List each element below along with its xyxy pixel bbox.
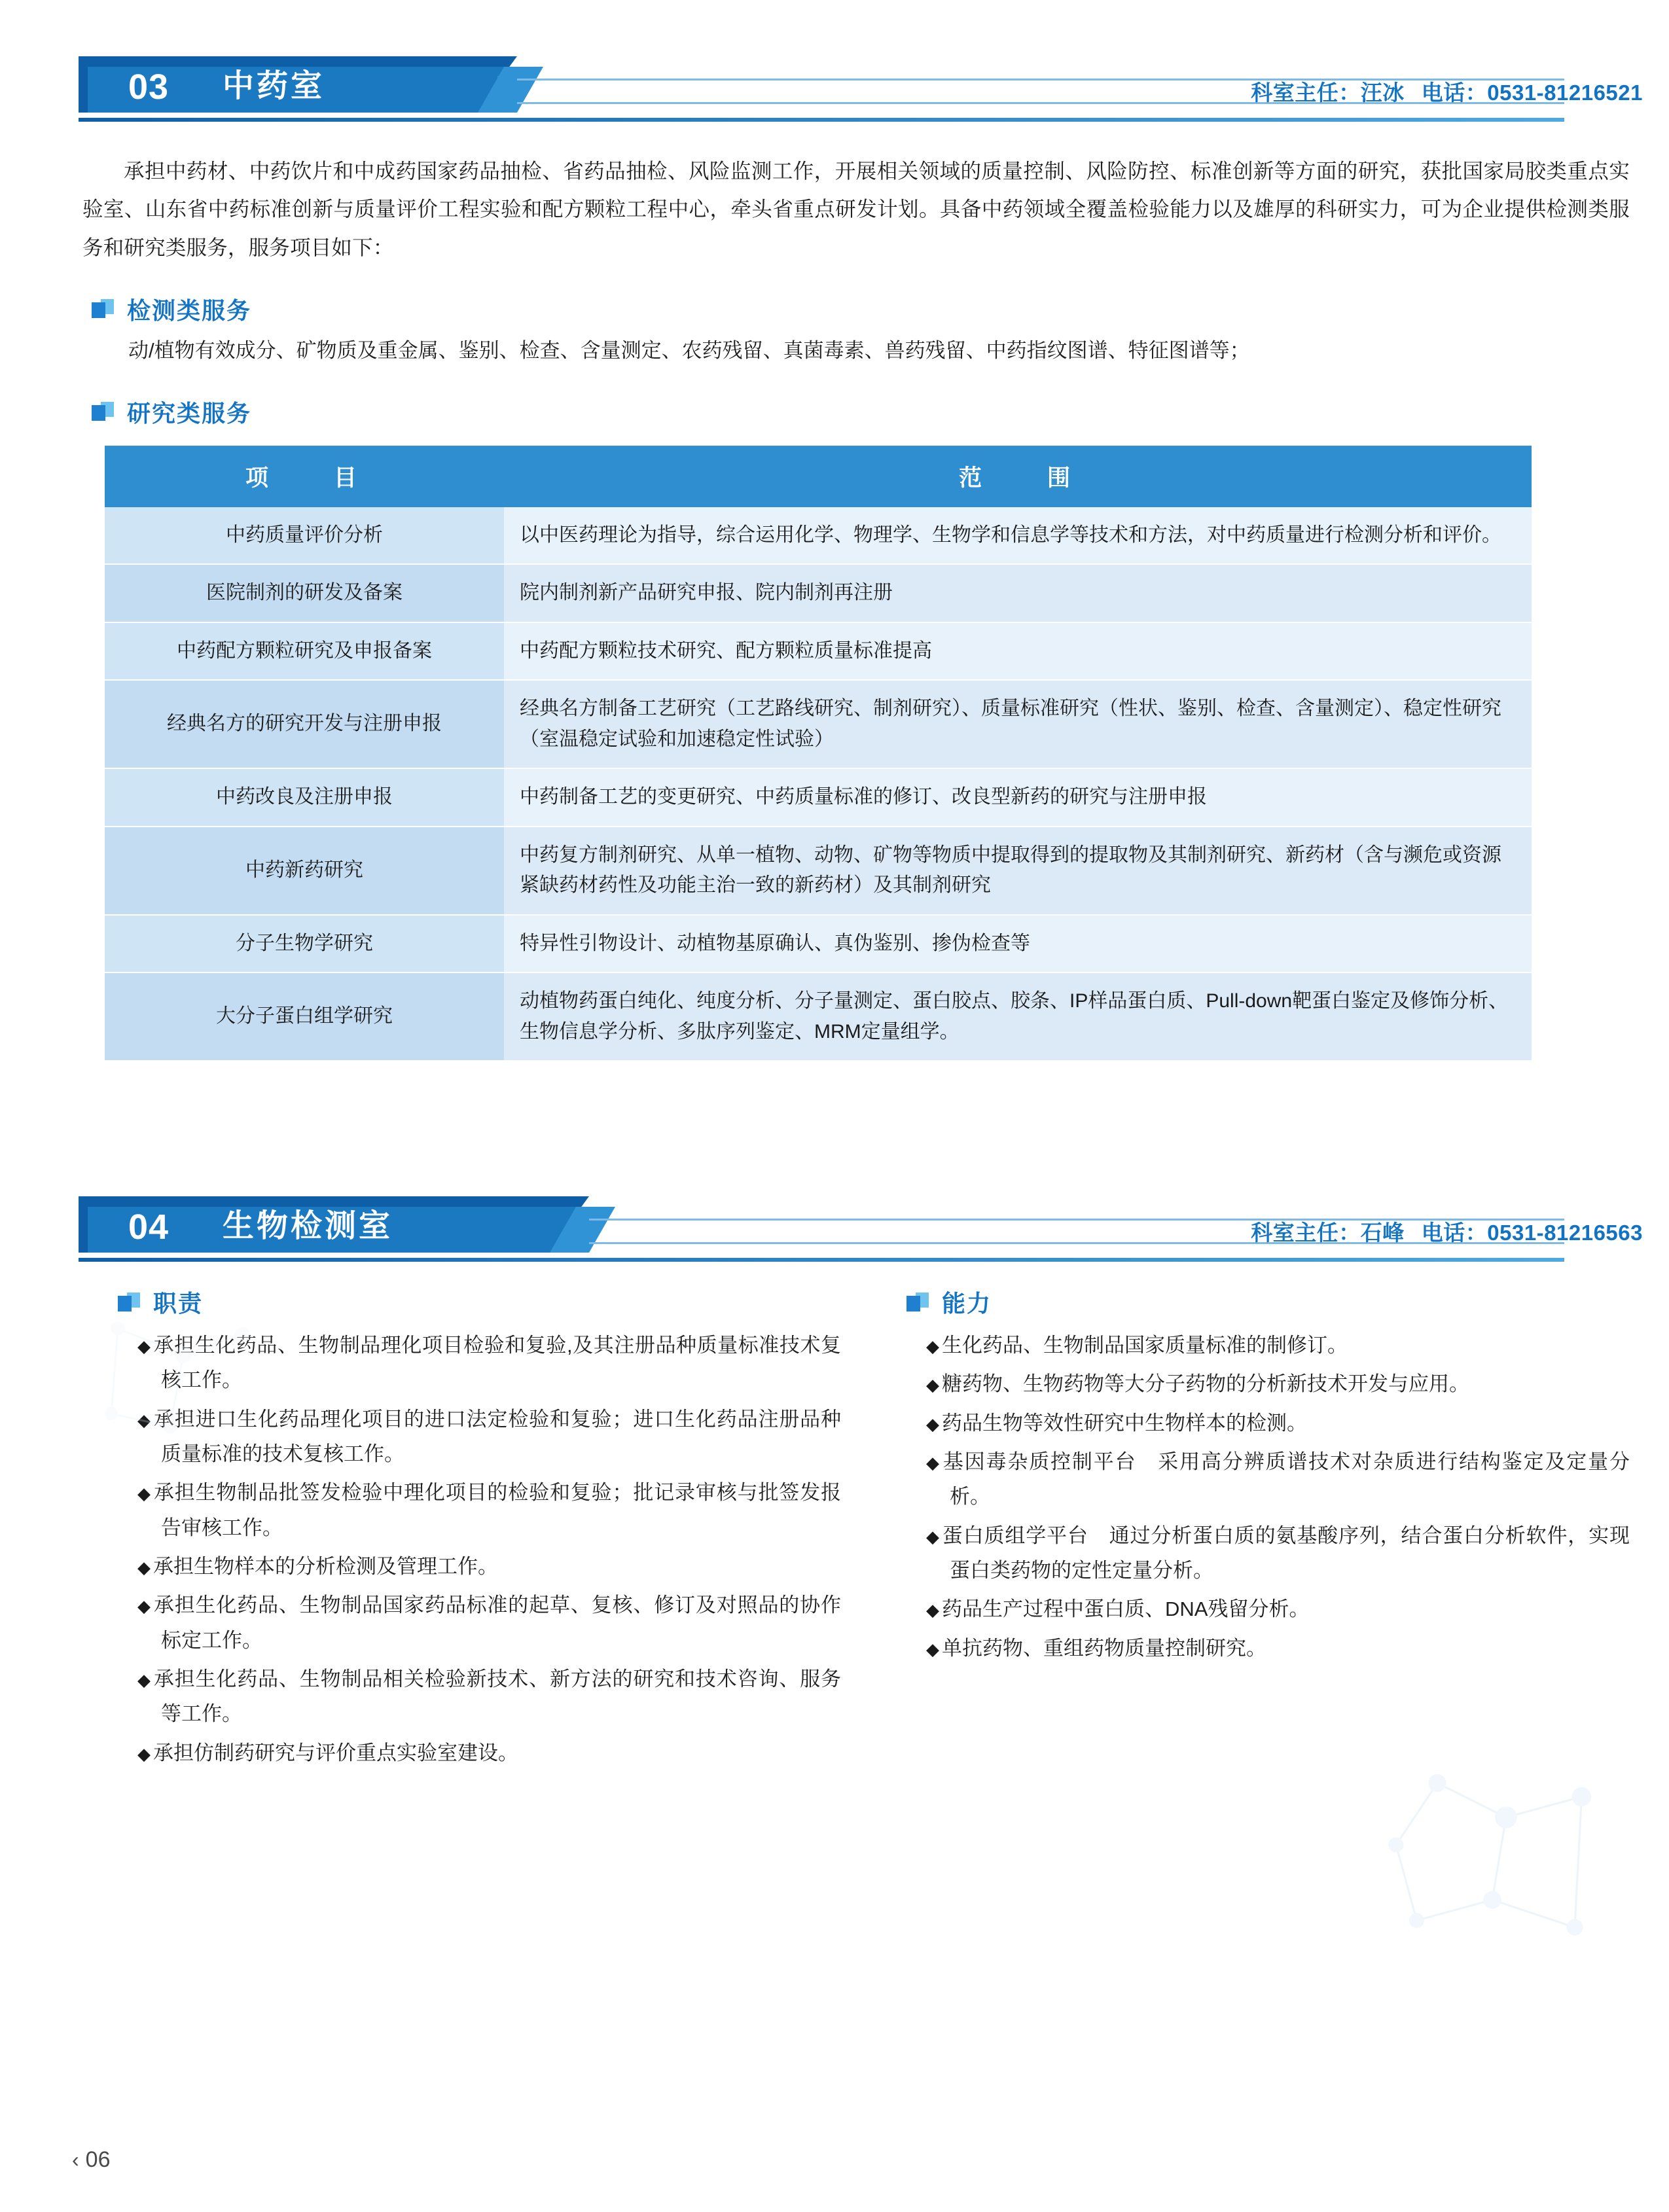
table-row	[105, 768, 1532, 827]
diamond-bullet-icon: ◆	[926, 1600, 939, 1620]
diamond-bullet-icon: ◆	[137, 1596, 151, 1616]
page-number-value: 06	[85, 2147, 111, 2172]
contact-name-04: 石峰	[1360, 1221, 1405, 1245]
table-header-row	[105, 446, 1532, 507]
page-number	[72, 2147, 110, 2173]
list-item	[137, 1662, 841, 1732]
table-cell-scope: 中药制备工艺的变更研究、中药质量标准的修订、改良型新药的研究与注册申报	[504, 768, 1532, 827]
table-header-item: 项 目	[105, 446, 504, 507]
subhead-detection-services	[92, 293, 1669, 326]
section-03-intro: 承担中药材、中药饮片和中成药国家药品抽检、省药品抽检、风险监测工作，开展相关领域的质量控制、风险防控、标准创新等方面的研究，获批国家局胶类重点实验室、山东省中药标准创新与质量评价工程实验和配方颗粒工程中心，牵头省重点研发计划。具备中药领域全覆盖检验能力以及雄厚的科研实力，可为企业提供检测类服务和研究类服务，服务项目如下：	[82, 159, 1630, 259]
phone-04: 0531-81216563	[1487, 1221, 1643, 1245]
subhead-capabilities	[906, 1285, 1630, 1319]
list-item	[926, 1592, 1630, 1626]
table-cell-scope: 动植物药蛋白纯化、纯度分析、分子量测定、蛋白胶点、胶条、IP样品蛋白质、Pull-down靶蛋白鉴定及修饰分析、生物信息学分析、多肽序列鉴定、MRM定量组学。	[504, 972, 1532, 1061]
phone-label-03: 电话：	[1421, 80, 1488, 105]
diamond-bullet-icon: ◆	[926, 1453, 941, 1473]
table-cell-scope: 特异性引物设计、动植物基原确认、真伪鉴别、掺伪检查等	[504, 915, 1532, 973]
list-item-text: 承担生化药品、生物制品理化项目检验和复验,及其注册品种质量标准技术复核工作。	[153, 1334, 842, 1392]
list-item-text: 承担生物样本的分析检测及管理工作。	[153, 1554, 498, 1578]
column-capabilities	[887, 1285, 1630, 1774]
list-item-text: 基因毒杂质控制平台 采用高分辨质谱技术对杂质进行结构鉴定及定量分析。	[942, 1450, 1630, 1508]
column-duties	[98, 1285, 841, 1774]
section-number-04: 04	[128, 1207, 170, 1247]
table-row	[105, 915, 1532, 973]
table-header-scope: 范 围	[504, 446, 1532, 507]
table-cell-scope: 中药配方颗粒技术研究、配方颗粒质量标准提高	[504, 622, 1532, 681]
phone-label-04: 电话：	[1421, 1221, 1488, 1245]
list-item	[926, 1366, 1630, 1401]
subhead-capabilities-label: 能力	[942, 1290, 992, 1317]
section-title-04: 生物检测室	[223, 1209, 393, 1244]
list-item-text: 承担生化药品、生物制品相关检验新技术、新方法的研究和技术咨询、服务等工作。	[153, 1667, 841, 1726]
diamond-bullet-icon: ◆	[926, 1414, 939, 1434]
diamond-bullet-icon: ◆	[137, 1557, 151, 1577]
table-cell-item: 大分子蛋白组学研究	[105, 972, 504, 1061]
section-banner-03	[0, 52, 1669, 123]
table-cell-item: 医院制剂的研发及备案	[105, 564, 504, 622]
diamond-bullet-icon: ◆	[137, 1336, 151, 1357]
chevron-left-icon: ‹	[72, 2148, 79, 2171]
subhead-research-label: 研究类服务	[127, 399, 252, 427]
table-row	[105, 827, 1532, 915]
blue-square-icon	[118, 1293, 140, 1312]
table-cell-item: 分子生物学研究	[105, 915, 504, 973]
table-cell-scope: 以中医药理论为指导，综合运用化学、物理学、生物学和信息学等技术和方法，对中药质量进行检测分析和评价。	[504, 507, 1532, 565]
list-item-text: 承担生物制品批签发检验中理化项目的检验和复验；批记录审核与批签发报告审核工作。	[153, 1481, 841, 1539]
table-cell-scope: 院内制剂新产品研究申报、院内制剂再注册	[504, 564, 1532, 622]
list-item-text: 蛋白质组学平台 通过分析蛋白质的氨基酸序列，结合蛋白分析软件，实现蛋白类药物的定性定量分析。	[942, 1524, 1630, 1582]
list-item	[926, 1444, 1630, 1514]
list-item	[137, 1736, 841, 1770]
section-banner-04	[0, 1192, 1669, 1263]
diamond-bullet-icon: ◆	[926, 1336, 939, 1357]
page-root	[0, 52, 1669, 2212]
section-contact-04	[1251, 1216, 1643, 1247]
diamond-bullet-icon: ◆	[137, 1484, 151, 1504]
table-row	[105, 622, 1532, 681]
list-item-text: 药品生物等效性研究中生物样本的检测。	[942, 1411, 1307, 1435]
detection-services-body: 动/植物有效成分、矿物质及重金属、鉴别、检查、含量测定、农药残留、真菌毒素、兽药残留、中药指纹图谱、特征图谱等；	[128, 338, 1250, 362]
list-item	[137, 1328, 841, 1398]
section-number-03: 03	[128, 67, 170, 107]
list-item	[926, 1406, 1630, 1440]
contact-label-03: 科室主任：	[1251, 80, 1361, 105]
table-cell-item: 中药改良及注册申报	[105, 768, 504, 827]
list-item	[137, 1549, 841, 1584]
list-item	[137, 1475, 841, 1545]
diamond-bullet-icon: ◆	[137, 1669, 151, 1690]
list-item-text: 生化药品、生物制品国家质量标准的制修订。	[942, 1334, 1348, 1357]
research-services-table	[105, 446, 1532, 1062]
diamond-bullet-icon: ◆	[926, 1375, 939, 1395]
phone-03: 0531-81216521	[1487, 80, 1643, 105]
list-item-text: 承担生化药品、生物制品国家药品标准的起草、复核、修订及对照品的协作标定工作。	[153, 1594, 841, 1652]
table-cell-item: 中药新药研究	[105, 827, 504, 915]
list-item-text: 承担仿制药研究与评价重点实验室建设。	[153, 1741, 518, 1764]
subhead-duties	[118, 1285, 841, 1319]
blue-square-icon	[906, 1293, 929, 1312]
section-04-columns	[98, 1285, 1630, 1774]
contact-label-04: 科室主任：	[1251, 1221, 1361, 1245]
table-cell-item: 经典名方的研究开发与注册申报	[105, 680, 504, 768]
table-cell-item: 中药配方颗粒研究及申报备案	[105, 622, 504, 681]
contact-name-03: 汪冰	[1360, 80, 1405, 105]
table-cell-scope: 经典名方制备工艺研究（工艺路线研究、制剂研究）、质量标准研究（性状、鉴别、检查、含量测定）、稳定性研究（室温稳定试验和加速稳定性试验）	[504, 680, 1532, 768]
table-row	[105, 680, 1532, 768]
table-cell-item: 中药质量评价分析	[105, 507, 504, 565]
table-row	[105, 564, 1532, 622]
list-item-text: 糖药物、生物药物等大分子药物的分析新技术开发与应用。	[942, 1372, 1469, 1396]
list-item	[926, 1328, 1630, 1363]
list-item	[926, 1518, 1630, 1588]
list-item-text: 药品生产过程中蛋白质、DNA残留分析。	[942, 1597, 1310, 1621]
list-item-text: 单抗药物、重组药物质量控制研究。	[942, 1636, 1266, 1660]
section-title-03: 中药室	[223, 69, 325, 103]
diamond-bullet-icon: ◆	[137, 1410, 151, 1430]
research-services-table-wrap	[105, 446, 1623, 1062]
diamond-bullet-icon: ◆	[137, 1743, 151, 1764]
table-cell-scope: 中药复方制剂研究、从单一植物、动物、矿物等物质中提取得到的提取物及其制剂研究、新药材（含与濒危或资源紧缺药材药性及功能主治一致的新药材）及其制剂研究	[504, 827, 1532, 915]
list-item-text: 承担进口生化药品理化项目的进口法定检验和复验；进口生化药品注册品种质量标准的技术复核工作。	[153, 1407, 841, 1466]
list-item	[137, 1402, 841, 1472]
section-contact-03	[1251, 76, 1643, 107]
table-row	[105, 972, 1532, 1061]
list-item	[137, 1588, 841, 1658]
subhead-duties-label: 职责	[153, 1290, 204, 1317]
capabilities-list	[887, 1328, 1630, 1666]
table-row	[105, 507, 1532, 565]
blue-square-icon	[92, 299, 114, 319]
duties-list	[98, 1328, 841, 1770]
blue-square-icon	[92, 402, 114, 421]
subhead-research-services	[92, 395, 1669, 429]
diamond-bullet-icon: ◆	[926, 1639, 939, 1659]
subhead-detection-label: 检测类服务	[127, 296, 252, 324]
diamond-bullet-icon: ◆	[926, 1526, 940, 1546]
list-item	[926, 1631, 1630, 1666]
